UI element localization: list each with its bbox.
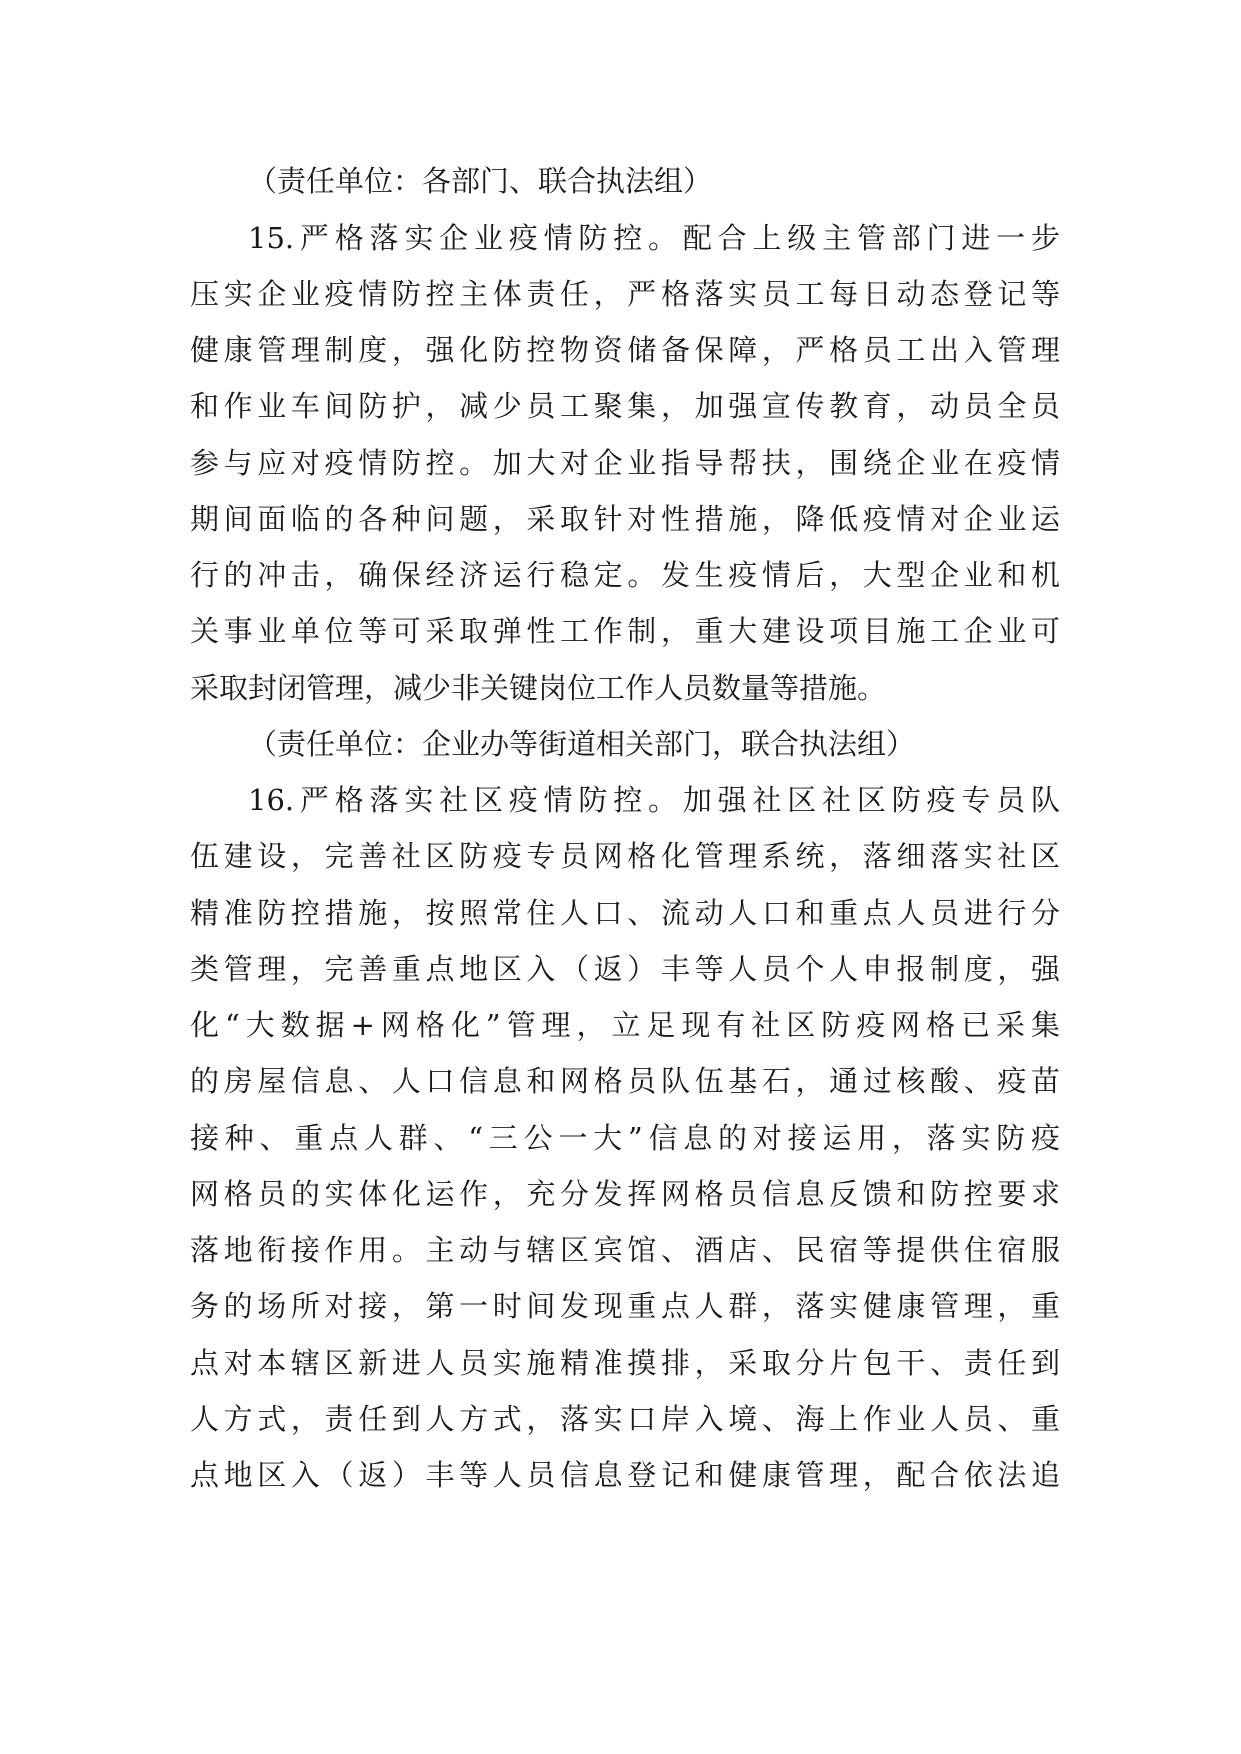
body-line: 人方式，责任到人方式，落实口岸入境、海上作业人员、重 bbox=[190, 1402, 1060, 1436]
body-line: 行的冲击，确保经济运行稳定。发生疫情后，大型企业和机 bbox=[190, 558, 1060, 592]
item-16-heading-line: 16.严格落实社区疫情防控。加强社区社区防疫专员队 bbox=[248, 783, 1060, 817]
body-line: 类管理，完善重点地区入（返）丰等人员个人申报制度，强 bbox=[190, 952, 1060, 986]
body-line: 务的场所对接，第一时间发现重点人群，落实健康管理，重 bbox=[190, 1289, 1060, 1323]
responsibility-note-1: （责任单位：各部门、联合执法组） bbox=[248, 164, 713, 198]
body-line: 和作业车间防护，减少员工聚集，加强宣传教育，动员全员 bbox=[190, 389, 1060, 423]
body-line: 参与应对疫情防控。加大对企业指导帮扶，围绕企业在疫情 bbox=[190, 446, 1060, 480]
body-line: 点地区入（返）丰等人员信息登记和健康管理，配合依法追 bbox=[190, 1458, 1060, 1492]
body-line: 网格员的实体化运作，充分发挥网格员信息反馈和防控要求 bbox=[190, 1177, 1060, 1211]
body-line: 采取封闭管理，减少非关键岗位工作人员数量等措施。 bbox=[190, 671, 887, 705]
body-line: 精准防控措施，按照常住人口、流动人口和重点人员进行分 bbox=[190, 896, 1060, 930]
body-line: 接种、重点人群、“三公一大”信息的对接运用，落实防疫 bbox=[190, 1121, 1060, 1155]
body-line: 健康管理制度，强化防控物资储备保障，严格员工出入管理 bbox=[190, 333, 1060, 367]
body-line: 化“大数据+网格化”管理，立足现有社区防疫网格已采集 bbox=[190, 1008, 1060, 1042]
body-line: 点对本辖区新进人员实施精准摸排，采取分片包干、责任到 bbox=[190, 1346, 1060, 1380]
body-line: 伍建设，完善社区防疫专员网格化管理系统，落细落实社区 bbox=[190, 839, 1060, 873]
item-15-heading-line: 15.严格落实企业疫情防控。配合上级主管部门进一步 bbox=[248, 221, 1060, 255]
body-line: 落地衔接作用。主动与辖区宾馆、酒店、民宿等提供住宿服 bbox=[190, 1233, 1060, 1267]
body-line: 的房屋信息、人口信息和网格员队伍基石，通过核酸、疫苗 bbox=[190, 1064, 1060, 1098]
body-line: 关事业单位等可采取弹性工作制，重大建设项目施工企业可 bbox=[190, 614, 1060, 648]
body-line: 压实企业疫情防控主体责任，严格落实员工每日动态登记等 bbox=[190, 277, 1060, 311]
body-line: 期间面临的各种问题，采取针对性措施，降低疫情对企业运 bbox=[190, 502, 1060, 536]
responsibility-note-2: （责任单位：企业办等街道相关部门，联合执法组） bbox=[248, 727, 916, 761]
